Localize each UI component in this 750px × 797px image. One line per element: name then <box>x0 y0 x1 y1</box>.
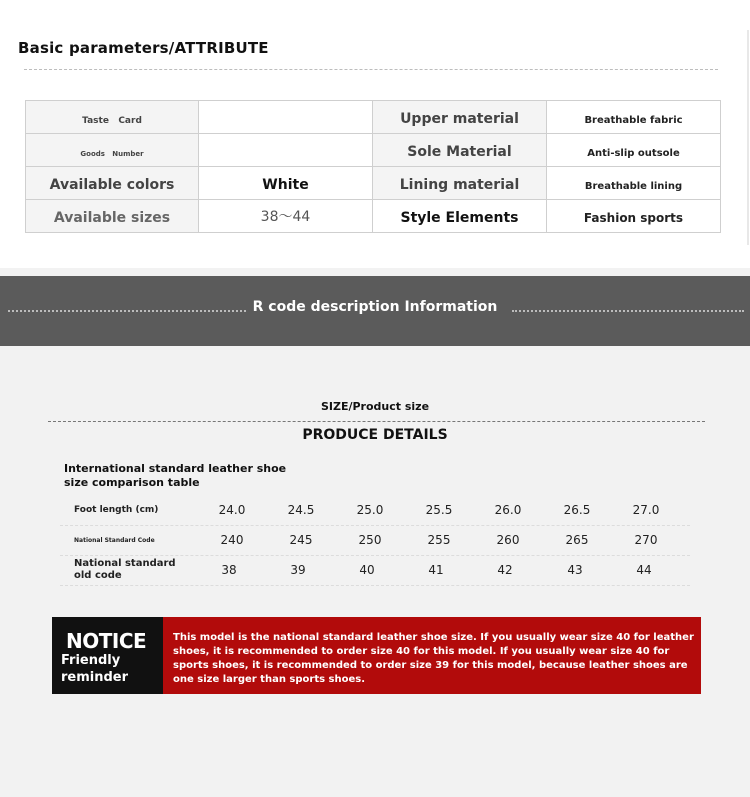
table-row <box>26 101 721 134</box>
attribute-section <box>0 0 750 268</box>
size-cell: 43 <box>567 563 583 577</box>
row-value: Breathable lining <box>547 167 721 200</box>
produce-details-heading: PRODUCE DETAILS <box>302 427 448 443</box>
size-row-label: National Standard Code <box>74 536 155 544</box>
size-cell: 260 <box>496 533 520 547</box>
notice-subheading: Friendly reminder <box>61 653 129 685</box>
section-band <box>0 276 750 346</box>
size-cell: 27.0 <box>632 503 660 517</box>
edge-shadow <box>747 30 749 245</box>
divider <box>48 421 705 422</box>
size-row-national-code <box>60 525 690 556</box>
row-value <box>199 101 373 134</box>
row-label: Lining material <box>373 167 547 200</box>
table-row <box>26 200 721 233</box>
size-cell: 265 <box>565 533 589 547</box>
size-row-foot-length <box>60 495 690 526</box>
size-row-label: National standard old code <box>74 558 176 581</box>
size-cell: 240 <box>220 533 244 547</box>
size-cell: 24.5 <box>287 503 315 517</box>
notice-message-panel <box>163 617 701 694</box>
divider <box>24 69 718 70</box>
size-cell: 24.0 <box>218 503 246 517</box>
size-cell: 40 <box>359 563 375 577</box>
size-cell: 25.0 <box>356 503 384 517</box>
row-label: Taste Card <box>26 101 199 134</box>
table-row <box>26 134 721 167</box>
row-value <box>199 134 373 167</box>
size-cell: 41 <box>428 563 444 577</box>
size-cell: 26.0 <box>494 503 522 517</box>
row-label: Style Elements <box>373 200 547 233</box>
size-cell: 25.5 <box>425 503 453 517</box>
attribute-title: Basic parameters/ATTRIBUTE <box>18 39 269 57</box>
size-cell: 255 <box>427 533 451 547</box>
row-value: 38～44 <box>199 200 373 233</box>
row-label: Available sizes <box>26 200 199 233</box>
row-value: Fashion sports <box>547 200 721 233</box>
notice-label-panel <box>52 617 163 694</box>
row-value: White <box>199 167 373 200</box>
notice-heading: NOTICE <box>66 629 147 653</box>
table-row <box>26 167 721 200</box>
row-label: Available colors <box>26 167 199 200</box>
attribute-table <box>25 100 721 233</box>
size-cell: 38 <box>221 563 237 577</box>
row-label: Sole Material <box>373 134 547 167</box>
size-cell: 44 <box>636 563 652 577</box>
notice-box <box>52 617 701 694</box>
notice-text: This model is the national standard leather shoe size. If you usually wear size 40 for leather shoes, it is recommended to order size 40 for this model. If you usually wear size 40 for sports shoes, it is recommended to order size 39 for this model, because leather shoes are one size larger than sports shoes. <box>173 632 694 685</box>
size-cell: 42 <box>497 563 513 577</box>
band-title: R code description Information <box>252 299 498 315</box>
size-cell: 26.5 <box>563 503 591 517</box>
size-cell: 250 <box>358 533 382 547</box>
size-row-old-code <box>60 555 690 586</box>
size-title: SIZE/Product size <box>320 400 430 413</box>
row-label: Upper material <box>373 101 547 134</box>
size-table-title: International standard leather shoe size comparison table <box>64 462 287 489</box>
row-value: Breathable fabric <box>547 101 721 134</box>
size-row-label: Foot length (cm) <box>74 505 159 515</box>
row-value: Anti-slip outsole <box>547 134 721 167</box>
dotted-rule-right <box>512 310 744 312</box>
size-cell: 39 <box>290 563 306 577</box>
size-cell: 270 <box>634 533 658 547</box>
row-label: Goods Number <box>26 134 199 167</box>
size-cell: 245 <box>289 533 313 547</box>
